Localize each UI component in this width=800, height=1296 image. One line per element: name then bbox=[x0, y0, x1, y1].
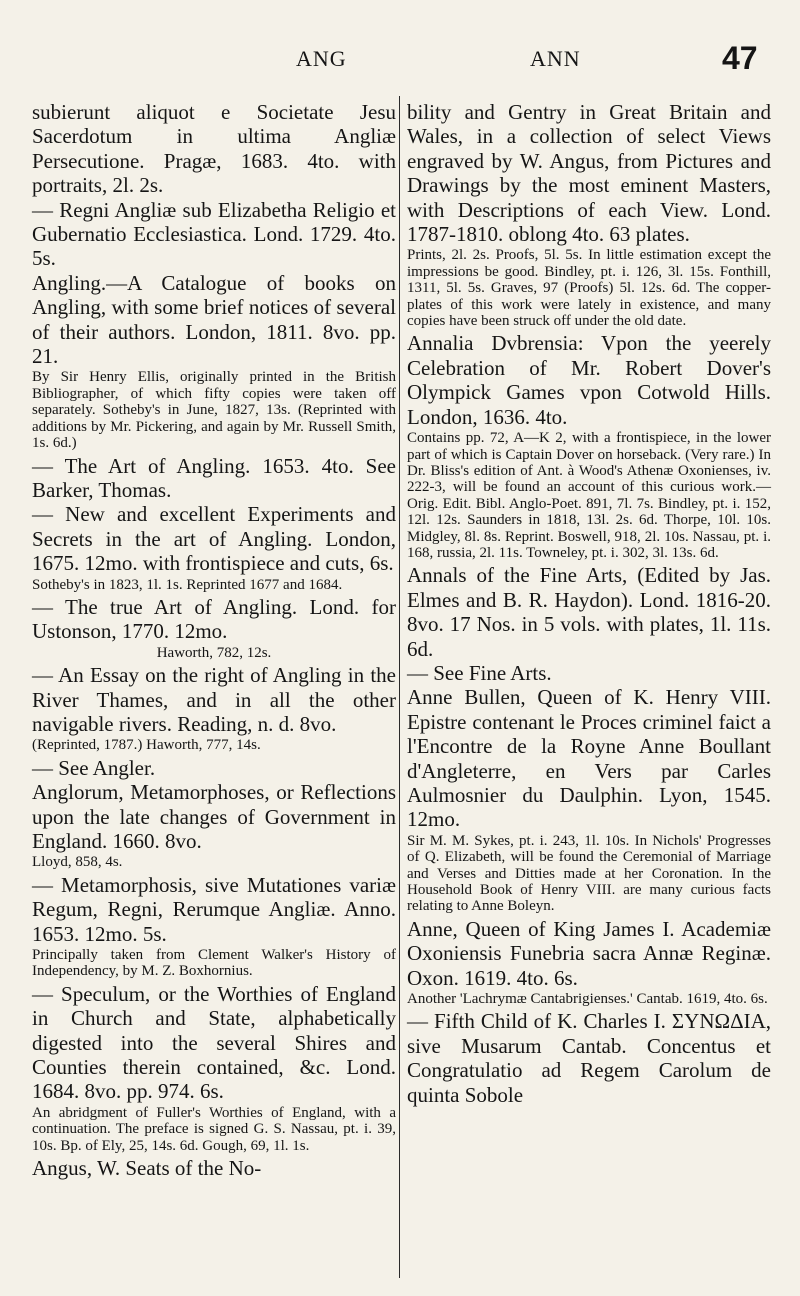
entry: Anne Bullen, Queen of K. Henry VIII. Epistre contenant le Proces criminel faict a l'Encontre de la Royne Anne Boullant d'Angleterre, en Vers par Carles Aulmosnier du Daulphin. Lyon, 1545. 12mo. bbox=[407, 685, 771, 832]
note: Sotheby's in 1823, 1l. 1s. Reprinted 1677 and 1684. bbox=[32, 576, 343, 593]
entry: Anne, Queen of King James I. Academiæ Oxoniensis Funebria sacra Annæ Reginæ. Oxon. 1619. 4to. 6s. bbox=[407, 916, 771, 990]
entry: — Fifth Child of K. Charles I. ΣΥΝΩΔΙΑ, sive Musarum Cantab. Concentus et Congratulatio ad Regem Carolum de quinta Sobole bbox=[407, 1009, 771, 1107]
entry: Angus, W. Seats of the No- bbox=[32, 1156, 262, 1181]
entry: — Regni Angliæ sub Elizabetha Religio et Gubernatio Ecclesiastica. Lond. 1729. 4to. 5s. bbox=[32, 197, 396, 271]
left-column bbox=[32, 100, 396, 1181]
note: Principally taken from Clement Walker's History of Independency, by M. Z. Boxhornius. bbox=[32, 947, 396, 980]
note: Contains pp. 72, A—K 2, with a frontispiece, in the lower part of which is Captain Dover on horseback. (Very rare.) In Dr. Bliss's edition of Ant. à Wood's Athenæ Oxonienses, iv. 222-3, will be found an account of this curious work.—Orig. Edit. Bibl. Anglo-Poet. 891, 7l. 7s. Bindley, pt. i. 152, 12l. 12s. Saunders in 1818, 13l. 2s. 6d. Thorpe, 10l. 10s. Midgley, 8l. 8s. Reprint. Boswell, 918, 2l. 10s. Nassau, pt. i. 168, russia, 2l. 11s. Towneley, pt. i. 302, 3l. 13s. 6d. bbox=[407, 430, 771, 561]
note: An abridgment of Fuller's Worthies of England, with a continuation. The preface is signed G. S. Nassau, pt. i. 39, 10s. Bp. of Ely, 25, 14s. 6d. Gough, 69, 1l. 1s. bbox=[32, 1104, 396, 1154]
entry: — The true Art of Angling. Lond. for Ustonson, 1770. 12mo. bbox=[32, 594, 396, 644]
entry: Angling.—A Catalogue of books on Angling, with some brief notices of several of their authors. London, 1811. 8vo. pp. 21. bbox=[32, 270, 396, 369]
note: Prints, 2l. 2s. Proofs, 5l. 5s. In little estimation except the impressions be good. Bindley, pt. i. 126, 3l. 15s. Fonthill, 1311, 5l. 5s. Graves, 97 (Proofs) 5l. 12s. 6d. The copper-plates of this work were lately in existence, and many copies have been struck off under the old date. bbox=[407, 247, 771, 330]
entry: — New and excellent Experiments and Secrets in the art of Angling. London, 1675. 12mo. with frontispiece and cuts, 6s. bbox=[32, 502, 396, 576]
entry: Annalia Dvbrensia: Vpon the yeerely Celebration of Mr. Robert Dover's Olympick Games vpon Cotwold Hills. London, 1636. 4to. bbox=[407, 331, 771, 429]
entry: — See Angler. bbox=[32, 755, 156, 780]
entry: — See Fine Arts. bbox=[407, 660, 552, 685]
entry: Annals of the Fine Arts, (Edited by Jas. Elmes and B. R. Haydon). Lond. 1816-20. 8vo. 17 Nos. in 5 vols. with plates, 1l. 11s. 6d. bbox=[407, 563, 771, 661]
column-divider bbox=[399, 96, 400, 1278]
entry: — An Essay on the right of Angling in the River Thames, and in all the other navigable rivers. Reading, n. d. 8vo. bbox=[32, 663, 396, 736]
entry: Anglorum, Metamorphoses, or Reflections upon the late changes of Government in England. 1660. 8vo. bbox=[32, 780, 396, 853]
note: (Reprinted, 1787.) Haworth, 777, 14s. bbox=[32, 737, 261, 754]
entry: subierunt aliquot e Societate Jesu Sacerdotum in ultima Angliæ Persecutione. Pragæ, 1683. 4to. with portraits, 2l. 2s. bbox=[32, 100, 396, 198]
page-number: 47 bbox=[722, 40, 758, 76]
header-right-word: ANN bbox=[530, 46, 581, 71]
note: Another 'Lachrymæ Cantabrigienses.' Cantab. 1619, 4to. 6s. bbox=[407, 991, 768, 1008]
running-header bbox=[0, 40, 800, 86]
header-left-word: ANG bbox=[296, 46, 347, 71]
note: By Sir Henry Ellis, originally printed in the British Bibliographer, of which fifty copies were taken off separately. Sotheby's in June, 1827, 13s. (Reprinted with additions by Mr. Pickering, and again by Mr. Russell Smith, 1s. 6d.) bbox=[32, 369, 396, 452]
entry: bility and Gentry in Great Britain and Wales, in a collection of select Views engraved by W. Angus, from Pictures and Drawings by the most eminent Masters, with Descriptions of each View. Lond. 1787-1810. oblong 4to. 63 plates. bbox=[407, 100, 771, 247]
note: Sir M. M. Sykes, pt. i. 243, 1l. 10s. In Nichols' Progresses of Q. Elizabeth, will be found the Ceremonial of Marriage and Verses and Ditties made at her Coronation. In the Household Book of Henry VIII. are many curious facts relating to Anne Boleyn. bbox=[407, 832, 771, 915]
note: Haworth, 782, 12s. bbox=[156, 644, 272, 661]
right-column bbox=[407, 100, 771, 1107]
entry: — The Art of Angling. 1653. 4to. See Barker, Thomas. bbox=[32, 453, 396, 502]
entry: — Speculum, or the Worthies of England in Church and State, alphabetically digested into the several Shires and Counties therein contained, &c. Lond. 1684. 8vo. pp. 974. 6s. bbox=[32, 981, 396, 1104]
entry: — Metamorphosis, sive Mutationes variæ Regum, Regni, Rerumque Angliæ. Anno. 1653. 12mo. 5s. bbox=[32, 872, 396, 946]
note: Lloyd, 858, 4s. bbox=[32, 854, 123, 871]
